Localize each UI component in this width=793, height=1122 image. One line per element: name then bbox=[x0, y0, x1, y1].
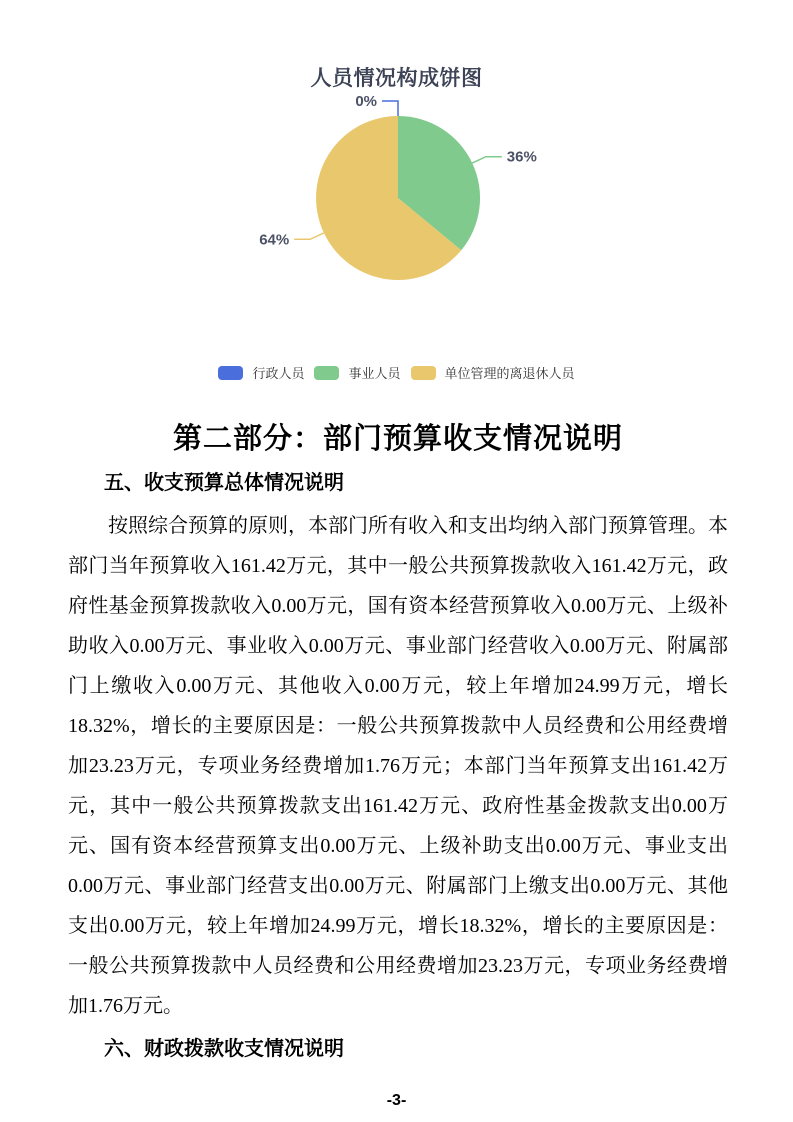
legend-label: 行政人员 bbox=[252, 366, 305, 381]
legend-swatch-icon bbox=[411, 366, 436, 380]
legend-item-2 bbox=[411, 363, 575, 382]
chart-legend bbox=[0, 363, 793, 382]
chart-title: 人员情况构成饼图 bbox=[310, 67, 483, 90]
pie-label-line-2 bbox=[294, 233, 324, 239]
legend-label: 事业人员 bbox=[348, 366, 401, 381]
pie-label-0: 0% bbox=[355, 93, 377, 110]
document-body bbox=[68, 410, 728, 1062]
legend-item-0 bbox=[218, 363, 304, 382]
pie-label-2: 64% bbox=[259, 231, 290, 249]
pie-chart bbox=[0, 0, 793, 355]
legend-label: 单位管理的离退休人员 bbox=[444, 366, 575, 381]
page-number: -3- bbox=[386, 1092, 407, 1109]
section-heading-6: 六、财政拨款收支情况说明 bbox=[104, 1038, 344, 1060]
part-title: 第二部分：部门预算收支情况说明 bbox=[172, 423, 623, 455]
pie-label-line-0 bbox=[382, 101, 398, 116]
pie-label-1: 36% bbox=[506, 148, 537, 166]
legend-item-1 bbox=[314, 363, 400, 382]
budget-paragraph: 按照综合预算的原则，本部门所有收入和支出均纳入部门预算管理。本部门当年预算收入161.42万元，其中一般公共预算拨款收入161.42万元，政府性基金预算拨款收入0.00万元，国有资本经营预算收入0.00万元、上级补助收入0.00万元、事业收入0.00万元、事业部门经营收入0.00万元、附属部门上缴收入0.00万元、其他收入0.00万元，较上年增加24.99万元，增长18.32%，增长的主要原因是：一般公共预算拨款中人员经费和公用经费增加23.23万元，专项业务经费增加1.76万元；本部门当年预算支出161.42万元，其中一般公共预算拨款支出161.42万元、政府性基金拨款支出0.00万元、国有资本经营预算支出0.00万元、上级补助支出0.00万元、事业支出0.00万元、事业部门经营支出0.00万元、附属部门上缴支出0.00万元、其他支出0.00万元，较上年增加24.99万元，增长18.32%，增长的主要原因是：一般公共预算拨款中人员经费和公用经费增加23.23万元，专项业务经费增加1.76万元。 bbox=[68, 515, 728, 1017]
section-heading-5: 五、收支预算总体情况说明 bbox=[104, 472, 344, 494]
legend-swatch-icon bbox=[218, 366, 243, 380]
legend-swatch-icon bbox=[314, 366, 339, 380]
pie-label-line-1 bbox=[472, 157, 502, 163]
